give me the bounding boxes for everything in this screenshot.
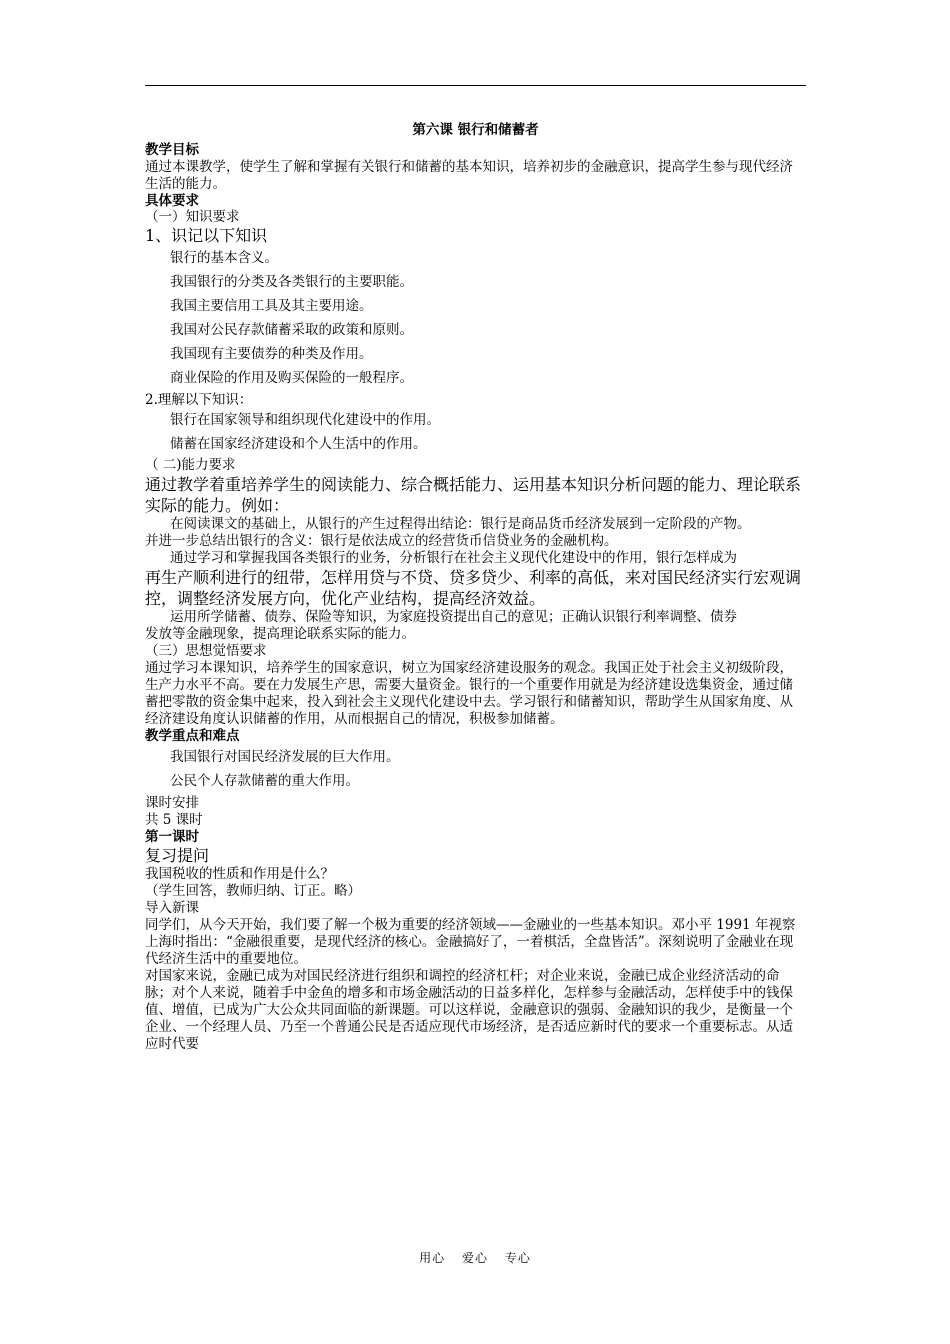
ability-paragraph: 发放等金融现象，提高理论联系实际的能力。 — [145, 626, 415, 642]
lesson-heading: 第一课时 — [145, 828, 199, 845]
goal-heading: 教学目标 — [145, 142, 199, 158]
intro-paragraph: 同学们，从今天开始，我们要了解一个极为重要的经济领域——金融业的一些基本知识。邓小平 1991 年视察上海时指出：“金融很重要，是现代经济的核心。金融搞好了，一着棋活，全盘皆活”。深刻说明了金融业在现代经济生活中的重要地位。 — [145, 917, 796, 967]
intro-paragraph: 对国家来说，金融已成为对国民经济进行组织和调控的经济杠杆；对企业来说，金融已成企业经济活动的命脉；对个人来说，随着手中金鱼的增多和市场金融活动的日益多样化，怎样参与金融活动，怎样使手中的钱保值、增值，已成为广大公众共同面临的新课题。可以这样说，金融意识的强弱、金融知识的我少，是衡量一个企业、一个经理人员、乃至一个普通公民是否适应现代市场经济，是否适应新时代的要求一个重要标志。从适应时代要 — [145, 968, 793, 1052]
list-item: 我国现有主要债券的种类及作用。 — [170, 346, 373, 362]
ability-paragraph: 运用所学储蓄、债券、保险等知识，为家庭投资提出自己的意见；正确认识银行利率调整、债券 — [170, 609, 737, 625]
list-item: 我国银行对国民经济发展的巨大作用。 — [170, 748, 400, 765]
understand-heading: 2.理解以下知识： — [145, 392, 253, 408]
footer-text: 专心 — [504, 1251, 531, 1265]
thought-text: 通过学习本课知识，培养学生的国家意识，树立为国家经济建设服务的观念。我国正处于社会主义初级阶段，生产力水平不高。要在力发展生产思，需要大量资金。银行的一个重要作用就是为经济建设选集资金，通过储蓄把零散的资金集中起来，投入到社会主义现代化建设中去。学习银行和储蓄知识，帮助学生从国家角度、从经济建设角度认识储蓄的作用，从而根据自己的情况，积极参加储蓄。 — [145, 660, 793, 727]
list-item: 我国银行的分类及各类银行的主要职能。 — [170, 274, 413, 290]
ability-paragraph: 再生产顺利进行的纽带，怎样用贷与不贷、贷多贷少、利率的高低，来对国民经济实行宏观调控，调整经济发展方向，优化产业结构，提高经济效益。 — [145, 568, 802, 608]
footer-text: 用心 — [419, 1251, 446, 1265]
list-item: 银行的基本含义。 — [170, 250, 278, 266]
ability-paragraph: 在阅读课文的基础上，从银行的产生过程得出结论：银行是商品货币经济发展到一定阶段的产物。 — [170, 516, 751, 532]
ability-paragraph: 并进一步总结出银行的含义：银行是依法成立的经营货币信贷业务的金融机构。 — [145, 533, 618, 549]
ability-intro: 通过教学着重培养学生的阅读能力、综合概括能力、运用基本知识分析问题的能力、理论联系实际的能力。例如： — [145, 475, 802, 515]
intro-heading: 导入新课 — [145, 900, 199, 916]
knowledge-heading: （一）知识要求 — [145, 209, 240, 225]
list-item: 我国对公民存款储蓄采取的政策和原则。 — [170, 322, 413, 338]
goal-text: 通过本课教学，使学生了解和掌握有关银行和储蓄的基本知识，培养初步的金融意识，提高学生参与现代经济生活的能力。 — [145, 158, 793, 192]
review-heading: 复习提问 — [145, 846, 210, 865]
key-points-heading: 教学重点和难点 — [145, 728, 240, 744]
ability-heading: （ 二)能力要求 — [145, 457, 236, 473]
schedule-label: 课时安排 — [145, 794, 199, 811]
list-item: 储蓄在国家经济建设和个人生活中的作用。 — [170, 436, 427, 452]
ability-paragraph: 通过学习和掌握我国各类银行的业务，分析银行在社会主义现代化建设中的作用，银行怎样成为 — [170, 550, 737, 566]
recall-heading: 1、识记以下知识 — [145, 226, 268, 245]
list-item: 公民个人存款储蓄的重大作用。 — [170, 772, 359, 789]
review-answer: （学生回答，教师归纳、订正。略） — [145, 883, 361, 899]
schedule-total: 共 5 课时 — [145, 811, 203, 828]
document-page — [145, 112, 806, 1053]
list-item: 商业保险的作用及购买保险的一般程序。 — [170, 370, 413, 386]
page-title: 第六课 银行和储蓄者 — [412, 122, 539, 138]
thought-heading: （三）思想觉悟要求 — [145, 643, 267, 659]
header-rule — [145, 85, 806, 86]
requirements-heading: 具体要求 — [145, 192, 199, 209]
page-footer — [0, 1249, 950, 1266]
review-question: 我国税收的性质和作用是什么？ — [145, 866, 334, 882]
list-item: 银行在国家领导和组织现代化建设中的作用。 — [170, 412, 440, 428]
list-item: 我国主要信用工具及其主要用途。 — [170, 298, 373, 314]
footer-text: 爱心 — [461, 1251, 488, 1265]
